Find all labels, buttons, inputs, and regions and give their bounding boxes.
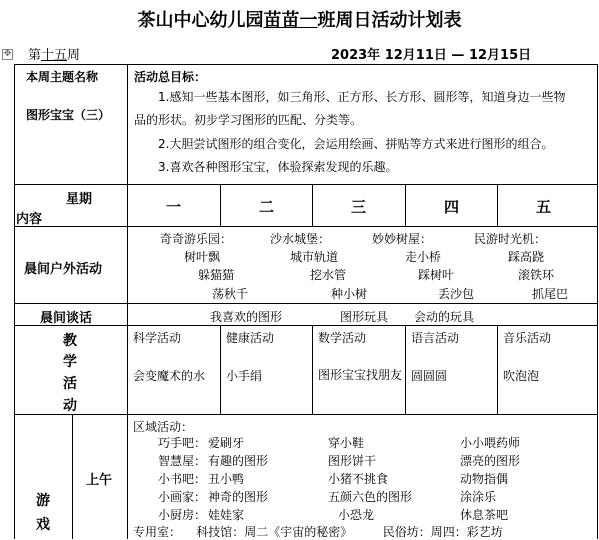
weekday-4: 四 (443, 198, 459, 216)
outdoor-activity: 挖水管 (310, 268, 347, 282)
table-border (312, 325, 313, 414)
outdoor-activity: 荡秋千 (212, 287, 249, 301)
weekday-5: 五 (535, 198, 551, 216)
talk-topic: 会动的玩具 (414, 310, 475, 324)
area-activity: 休息茶吧 (460, 508, 509, 522)
teaching-activity: 图形宝宝找朋友 (318, 368, 403, 382)
table-border (14, 184, 598, 185)
teaching-label-char: 学 (63, 354, 77, 370)
teaching-label-char: 活 (63, 376, 77, 392)
teaching-type: 科学活动 (133, 331, 182, 345)
teaching-type: 音乐活动 (503, 331, 552, 345)
outdoor-area: 沙水城堡： (270, 232, 331, 246)
teaching-type: 语言活动 (411, 331, 460, 345)
teaching-activity: 吹泡泡 (503, 369, 540, 383)
teaching-label-char: 教 (63, 333, 77, 349)
area-name: 巧手吧： (158, 436, 207, 450)
morning-outdoor-label: 晨间户外活动 (24, 262, 103, 277)
table-border (14, 64, 598, 65)
teaching-type: 健康活动 (226, 331, 275, 345)
outdoor-activity: 种小树 (331, 287, 368, 301)
theme-name: 图形宝宝（三） (26, 108, 111, 122)
area-activity: 动物指偶 (460, 472, 509, 486)
theme-label: 本周主题名称 (26, 70, 99, 84)
table-border (14, 414, 598, 415)
area-activity: 五颜六色的图形 (328, 490, 413, 504)
area-name: 小画家： (158, 490, 207, 504)
area-activity: 图形饼干 (328, 454, 377, 468)
weekday-3: 三 (350, 198, 366, 216)
table-move-handle-icon[interactable]: ✥ (3, 49, 12, 59)
outdoor-activity: 滚铁环 (518, 268, 555, 282)
period-label: 上午 (86, 473, 113, 488)
area-activity: 小猪不挑食 (328, 472, 389, 486)
outdoor-activity: 踩高跷 (508, 250, 545, 264)
outdoor-area: 奇奇游乐园： (160, 232, 233, 246)
area-name: 小厨房： (158, 508, 207, 522)
goal-line: 1.感知一些基本图形，如三角形、正方形、长方形、圆形等，知道身边一些物 (158, 90, 566, 104)
outdoor-activity: 躲猫猫 (198, 268, 235, 282)
games-label-char: 游 (36, 493, 50, 509)
outdoor-activity: 城市轨道 (290, 250, 339, 264)
goal-line: 品的形状。初步学习图形的匹配、分类等。 (134, 113, 363, 127)
area-activity: 丑小鸭 (208, 472, 245, 486)
area-activity: 涂涂乐 (460, 490, 497, 504)
outdoor-activity: 树叶飘 (184, 250, 221, 264)
table-border (14, 226, 598, 227)
table-border (127, 64, 128, 539)
weekday-header-label: 星期 (66, 192, 93, 207)
talk-topic: 我喜欢的图形 (210, 310, 283, 324)
goal-line: 2.大胆尝试图形的组合变化，会运用绘画、拼贴等方式来进行图形的组合。 (158, 137, 554, 151)
area-activity: 娃娃家 (208, 508, 245, 522)
week-number: 第十五周 (28, 48, 81, 63)
goals-label: 活动总目标： (134, 70, 207, 84)
table-border (14, 325, 598, 326)
area-activity: 穿小鞋 (328, 436, 365, 450)
weekday-2: 二 (258, 198, 274, 216)
table-border (597, 64, 598, 539)
area-name: 小书吧： (158, 472, 207, 486)
outdoor-activity: 丢沙包 (438, 287, 475, 301)
table-border (14, 64, 15, 539)
teaching-activity: 小手绢 (226, 369, 263, 383)
teaching-label-char: 动 (63, 398, 77, 414)
area-activity: 小恐龙 (338, 508, 375, 522)
area-name: 智慧屋： (158, 454, 207, 468)
outdoor-area: 民游时光机： (474, 232, 547, 246)
talk-topic: 图形玩具 (340, 310, 389, 324)
area-activity: 漂亮的图形 (460, 454, 521, 468)
table-border (220, 325, 221, 414)
table-border (72, 414, 73, 539)
teaching-activity: 会变魔术的水 (133, 369, 206, 383)
outdoor-activity: 踩树叶 (418, 268, 455, 282)
teaching-activity: 圆圆圆 (411, 369, 448, 383)
area-activity-label: 区域活动： (133, 420, 194, 434)
area-activity: 神奇的图形 (208, 490, 269, 504)
area-activity: 爱刷牙 (208, 436, 245, 450)
morning-talk-label: 晨间谈话 (40, 311, 93, 326)
goal-line: 3.喜欢各种图形宝宝，体验探索发现的乐趣。 (158, 160, 398, 174)
weekday-1: 一 (165, 198, 181, 216)
date-range: 2023年 12月11日 — 12月15日 (331, 48, 532, 63)
table-border (14, 303, 598, 304)
table-border (405, 325, 406, 414)
outdoor-area: 妙妙树屋： (372, 232, 433, 246)
outdoor-activity: 抓尾巴 (532, 287, 569, 301)
content-header-label: 内容 (16, 212, 43, 227)
table-border (497, 325, 498, 414)
page-title: 茶山中心幼儿园苗苗一班周日活动计划表 (137, 10, 462, 31)
special-room-line: 专用室： 科技馆：周二《宇宙的秘密》 民俗坊：周四：彩艺坊 (133, 525, 503, 539)
games-label-char: 戏 (36, 517, 50, 533)
area-activity: 小小喂药师 (460, 436, 521, 450)
area-activity: 有趣的图形 (208, 454, 269, 468)
teaching-type: 数学活动 (318, 331, 367, 345)
outdoor-activity: 走小桥 (405, 250, 442, 264)
